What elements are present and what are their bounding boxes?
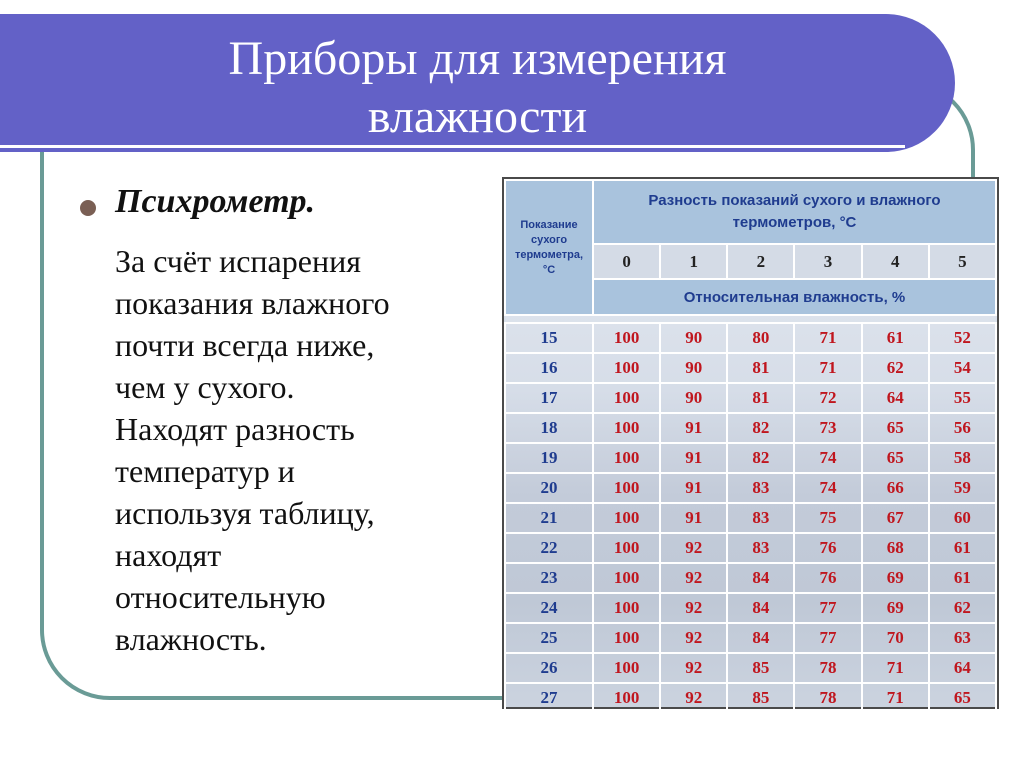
slide-title [0, 30, 955, 146]
body-line: За счёт испарения [115, 243, 361, 279]
humidity-cell: 100 [593, 323, 660, 353]
humidity-cell: 100 [593, 533, 660, 563]
body-line: используя таблицу, [115, 495, 375, 531]
humidity-cell: 100 [593, 623, 660, 653]
table-row [505, 533, 996, 563]
temperature-cell: 27 [505, 683, 593, 713]
body-line: влажность. [115, 621, 267, 657]
table-row [505, 623, 996, 653]
humidity-cell: 92 [660, 593, 727, 623]
difference-column-header: 0 [593, 244, 660, 279]
table-row [505, 323, 996, 353]
humidity-table [502, 177, 999, 709]
humidity-cell: 84 [727, 623, 794, 653]
left-header-line: сухого [530, 233, 568, 246]
humidity-cell: 64 [862, 383, 929, 413]
humidity-cell: 81 [727, 353, 794, 383]
humidity-cell: 74 [794, 443, 861, 473]
humidity-cell: 82 [727, 443, 794, 473]
left-header-line: °С [542, 263, 556, 276]
bullet-heading: Психрометр. [115, 183, 316, 220]
difference-header [593, 180, 996, 244]
humidity-cell: 100 [593, 443, 660, 473]
humidity-cell: 55 [929, 383, 996, 413]
humidity-cell: 61 [862, 323, 929, 353]
humidity-cell: 65 [862, 413, 929, 443]
humidity-cell: 100 [593, 683, 660, 713]
humidity-cell: 78 [794, 653, 861, 683]
body-line: температур и [115, 453, 295, 489]
humidity-cell: 61 [929, 563, 996, 593]
body-line: находят [115, 537, 222, 573]
humidity-cell: 76 [794, 533, 861, 563]
humidity-cell: 62 [929, 593, 996, 623]
humidity-cell: 83 [727, 473, 794, 503]
table-row [505, 353, 996, 383]
body-line: почти всегда ниже, [115, 327, 375, 363]
humidity-cell: 77 [794, 593, 861, 623]
humidity-cell: 92 [660, 533, 727, 563]
humidity-cell: 77 [794, 623, 861, 653]
humidity-cell: 90 [660, 353, 727, 383]
humidity-cell: 82 [727, 413, 794, 443]
table-row [505, 653, 996, 683]
table-row [505, 593, 996, 623]
humidity-cell: 62 [862, 353, 929, 383]
humidity-cell: 90 [660, 383, 727, 413]
humidity-cell: 83 [727, 533, 794, 563]
humidity-cell: 78 [794, 683, 861, 713]
humidity-cell: 71 [794, 353, 861, 383]
humidity-cell: 84 [727, 593, 794, 623]
title-bar [0, 14, 955, 152]
difference-column-header: 2 [727, 244, 794, 279]
humidity-cell: 73 [794, 413, 861, 443]
body-line: относительную [115, 579, 326, 615]
humidity-cell: 68 [862, 533, 929, 563]
humidity-cell: 92 [660, 623, 727, 653]
body-line: Находят разность [115, 411, 355, 447]
temperature-cell: 15 [505, 323, 593, 353]
temperature-cell: 22 [505, 533, 593, 563]
humidity-cell: 92 [660, 563, 727, 593]
top-header-line: Разность показаний сухого и влажного [648, 192, 941, 209]
temperature-cell: 20 [505, 473, 593, 503]
table-body [505, 323, 996, 713]
humidity-cell: 100 [593, 413, 660, 443]
body-line: чем у сухого. [115, 369, 295, 405]
bullet-icon [80, 200, 96, 216]
humidity-cell: 84 [727, 563, 794, 593]
relative-humidity-header: Относительная влажность, % [593, 279, 996, 315]
table-row [505, 563, 996, 593]
body-line: показания влажного [115, 285, 390, 321]
humidity-cell: 90 [660, 323, 727, 353]
table-row [505, 503, 996, 533]
humidity-cell: 70 [862, 623, 929, 653]
temperature-cell: 23 [505, 563, 593, 593]
dry-thermometer-header [505, 180, 593, 315]
humidity-cell: 65 [862, 443, 929, 473]
humidity-cell: 100 [593, 353, 660, 383]
title-line-2: влажности [367, 90, 588, 143]
humidity-cell: 100 [593, 503, 660, 533]
humidity-cell: 71 [794, 323, 861, 353]
humidity-cell: 76 [794, 563, 861, 593]
temperature-cell: 25 [505, 623, 593, 653]
body-text [115, 240, 485, 660]
humidity-cell: 75 [794, 503, 861, 533]
difference-column-header: 4 [862, 244, 929, 279]
humidity-cell: 72 [794, 383, 861, 413]
humidity-cell: 71 [862, 683, 929, 713]
temperature-cell: 19 [505, 443, 593, 473]
difference-column-header: 3 [794, 244, 861, 279]
humidity-cell: 92 [660, 683, 727, 713]
temperature-cell: 21 [505, 503, 593, 533]
humidity-cell: 85 [727, 653, 794, 683]
title-line-1: Приборы для измерения [228, 32, 727, 85]
humidity-cell: 100 [593, 383, 660, 413]
humidity-cell: 69 [862, 593, 929, 623]
table-row [505, 683, 996, 713]
temperature-cell: 17 [505, 383, 593, 413]
humidity-cell: 58 [929, 443, 996, 473]
humidity-cell: 92 [660, 653, 727, 683]
humidity-cell: 85 [727, 683, 794, 713]
temperature-cell: 18 [505, 413, 593, 443]
humidity-cell: 80 [727, 323, 794, 353]
humidity-cell: 100 [593, 473, 660, 503]
top-header-line: термометров, °С [732, 214, 857, 231]
humidity-cell: 63 [929, 623, 996, 653]
humidity-cell: 61 [929, 533, 996, 563]
humidity-cell: 74 [794, 473, 861, 503]
humidity-cell: 67 [862, 503, 929, 533]
table-row [505, 413, 996, 443]
humidity-cell: 100 [593, 563, 660, 593]
table-row [505, 383, 996, 413]
humidity-cell: 56 [929, 413, 996, 443]
humidity-cell: 100 [593, 653, 660, 683]
humidity-cell: 83 [727, 503, 794, 533]
humidity-cell: 66 [862, 473, 929, 503]
humidity-cell: 64 [929, 653, 996, 683]
humidity-cell: 91 [660, 443, 727, 473]
humidity-cell: 91 [660, 413, 727, 443]
temperature-cell: 16 [505, 353, 593, 383]
humidity-cell: 91 [660, 473, 727, 503]
left-header-line: термометра, [514, 248, 584, 261]
humidity-cell: 52 [929, 323, 996, 353]
difference-column-header: 5 [929, 244, 996, 279]
difference-column-header: 1 [660, 244, 727, 279]
humidity-cell: 69 [862, 563, 929, 593]
temperature-cell: 26 [505, 653, 593, 683]
humidity-cell: 100 [593, 593, 660, 623]
humidity-cell: 60 [929, 503, 996, 533]
humidity-cell: 65 [929, 683, 996, 713]
humidity-cell: 91 [660, 503, 727, 533]
humidity-cell: 81 [727, 383, 794, 413]
humidity-cell: 59 [929, 473, 996, 503]
humidity-cell: 54 [929, 353, 996, 383]
temperature-cell: 24 [505, 593, 593, 623]
title-underline [0, 145, 905, 148]
humidity-cell: 71 [862, 653, 929, 683]
table-row [505, 473, 996, 503]
table-row [505, 443, 996, 473]
left-header-line: Показание [520, 218, 578, 231]
